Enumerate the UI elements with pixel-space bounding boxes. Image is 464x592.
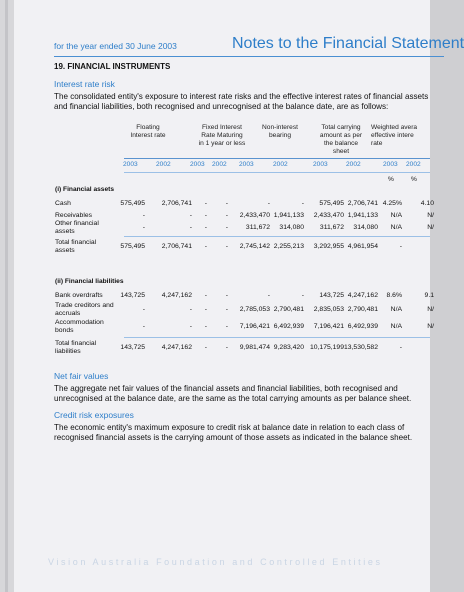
row-label: Accommodation bonds [55, 319, 104, 334]
row-label: Bank overdrafts [55, 292, 103, 299]
section-title: 19. FINANCIAL INSTRUMENTS [54, 62, 171, 71]
table-cell: 2,433,470 [313, 212, 344, 219]
table-cell: 13,530,582 [343, 344, 378, 351]
table-cell: 9.1 [424, 292, 434, 299]
table-cell: - [301, 292, 304, 299]
table-cell: 575,495 [319, 200, 344, 207]
table-cell: 7,196,421 [313, 323, 344, 330]
table-cell: 4,961,954 [347, 243, 378, 250]
col-header-floating: Floating Interest rate [130, 124, 166, 139]
table-cell: 6,492,939 [273, 323, 304, 330]
unit-percent-2002: % [411, 176, 417, 183]
table-cell: N/ [427, 224, 434, 231]
col-header-fixed: Fixed Interest Rate Maturing in 1 year or less [198, 124, 246, 147]
table-cell: 2,790,481 [347, 306, 378, 313]
group-title-liabilities: (ii) Financial liabilities [55, 278, 124, 285]
table-cell: 311,672 [245, 224, 270, 231]
table-cell: 4.25% [382, 200, 402, 207]
table-cell: 2,790,481 [273, 306, 304, 313]
table-cell: - [225, 344, 228, 351]
table-cell: 575,495 [120, 243, 145, 250]
year-total-2003: 2003 [313, 161, 328, 168]
table-cell: 311,672 [319, 224, 344, 231]
table-cell: - [204, 200, 207, 207]
binding-shadow [5, 0, 8, 592]
table-cell: 7,196,421 [239, 323, 270, 330]
table-cell: - [267, 200, 270, 207]
year-nonint-2002: 2002 [273, 161, 288, 168]
row-label: Total financial liabilities [55, 340, 97, 355]
table-cell: - [204, 344, 207, 351]
interest-para-line-2: and financial liabilities, both recognised and unrecognised at the balance date, are as follows: [54, 102, 389, 111]
year-weighted-2002: 2002 [406, 161, 421, 168]
table-cell: 143,725 [120, 344, 145, 351]
year-floating-2003: 2003 [123, 161, 138, 168]
table-cell: 8.6% [386, 292, 402, 299]
row-label: Total financial assets [55, 239, 97, 254]
table-cell: - [142, 323, 145, 330]
table-cell: 1,941,133 [347, 212, 378, 219]
table-cell: 9,283,420 [273, 344, 304, 351]
table-cell: 314,080 [279, 224, 304, 231]
table-cell: 2,255,213 [273, 243, 304, 250]
table-cell: - [189, 224, 192, 231]
table-cell: - [189, 323, 192, 330]
table-cell: - [204, 306, 207, 313]
table-cell: N/A [390, 212, 402, 219]
table-cell: 314,080 [353, 224, 378, 231]
table-cell: - [399, 243, 402, 250]
credit-para-line-1: The economic entity's maximum exposure to credit risk at balance date in relation to each class of [54, 423, 405, 432]
table-cell: - [225, 243, 228, 250]
table-cell: 4.10 [420, 200, 434, 207]
table-cell: - [204, 323, 207, 330]
row-label: Other financial assets [55, 220, 99, 235]
interest-heading: Interest rate risk [54, 79, 115, 89]
col-header-total: Total carrying amount as per the balance sheet [319, 124, 363, 155]
table-cell: N/ [427, 212, 434, 219]
table-cell: - [142, 306, 145, 313]
header-rule [54, 56, 444, 57]
total-separator-rule [124, 236, 430, 237]
net-fair-heading: Net fair values [54, 371, 109, 381]
year-weighted-2003: 2003 [383, 161, 398, 168]
table-cell: 6,492,939 [347, 323, 378, 330]
table-cell: N/ [427, 306, 434, 313]
table-cell: 2,706,741 [347, 200, 378, 207]
footer-entity-name: Vision Australia Foundation and Controlled Entities [48, 557, 383, 567]
table-cell: N/A [390, 323, 402, 330]
interest-para-line-1: The consolidated entity's exposure to interest rate risks and the effective interest rates of financial assets [54, 92, 429, 101]
col-header-weighted: Weighted avera effective intere rate [371, 124, 418, 147]
table-cell: - [204, 292, 207, 299]
header-period: for the year ended 30 June 2003 [54, 41, 177, 51]
table-cell: 10,175,199 [309, 344, 344, 351]
table-cell: - [204, 224, 207, 231]
unit-percent-2003: % [388, 176, 394, 183]
table-cell: - [189, 212, 192, 219]
table-cell: N/ [427, 323, 434, 330]
year-total-2002: 2002 [346, 161, 361, 168]
table-cell: 2,745,142 [239, 243, 270, 250]
total-separator-rule [124, 337, 430, 338]
group-title-assets: (i) Financial assets [55, 186, 114, 193]
table-cell: 1,941,133 [273, 212, 304, 219]
table-cell: N/A [390, 306, 402, 313]
table-cell: - [142, 212, 145, 219]
table-cell: - [204, 212, 207, 219]
table-cell: - [225, 212, 228, 219]
report-page [14, 0, 464, 592]
table-cell: - [225, 323, 228, 330]
table-cell: 575,495 [120, 200, 145, 207]
net-fair-para-line-1: The aggregate net fair values of the financial assets and financial liabilities, both recognised and [54, 384, 398, 393]
credit-para-line-2: recognised financial assets is the carrying amount of those assets as indicated in the balance sheet. [54, 433, 413, 442]
table-cell: 2,706,741 [161, 200, 192, 207]
table-cell: - [204, 243, 207, 250]
table-cell: 3,292,955 [313, 243, 344, 250]
table-cell: - [189, 306, 192, 313]
row-label: Cash [55, 200, 71, 207]
table-cell: N/A [390, 224, 402, 231]
year-fixed-2003: 2003 [190, 161, 205, 168]
net-fair-para-line-2: unrecognised at the balance date, are the same as the total carrying amounts as per balance sheet. [54, 394, 412, 403]
header-title: Notes to the Financial Statement [232, 35, 464, 52]
year-rule-top [124, 158, 430, 159]
table-cell: - [225, 292, 228, 299]
table-cell: 4,247,162 [161, 344, 192, 351]
row-label: Trade creditors and accruals [55, 302, 114, 317]
year-rule-bottom [124, 172, 430, 173]
table-cell: 2,706,741 [161, 243, 192, 250]
year-nonint-2003: 2003 [239, 161, 254, 168]
credit-heading: Credit risk exposures [54, 410, 134, 420]
year-fixed-2002: 2002 [212, 161, 227, 168]
table-cell: 2,785,053 [239, 306, 270, 313]
table-cell: - [225, 200, 228, 207]
table-cell: - [142, 224, 145, 231]
table-cell: - [399, 344, 402, 351]
table-cell: - [267, 292, 270, 299]
table-cell: 2,835,053 [313, 306, 344, 313]
table-cell: 143,725 [120, 292, 145, 299]
table-cell: 4,247,162 [347, 292, 378, 299]
table-cell: - [225, 306, 228, 313]
table-cell: 9,981,474 [239, 344, 270, 351]
table-cell: - [225, 224, 228, 231]
col-header-noninterest: Non-interest bearing [262, 124, 298, 139]
table-cell: 4,247,162 [161, 292, 192, 299]
table-cell: - [301, 200, 304, 207]
table-cell: 143,725 [319, 292, 344, 299]
table-cell: 2,433,470 [239, 212, 270, 219]
row-label: Receivables [55, 212, 93, 219]
year-floating-2002: 2002 [156, 161, 171, 168]
